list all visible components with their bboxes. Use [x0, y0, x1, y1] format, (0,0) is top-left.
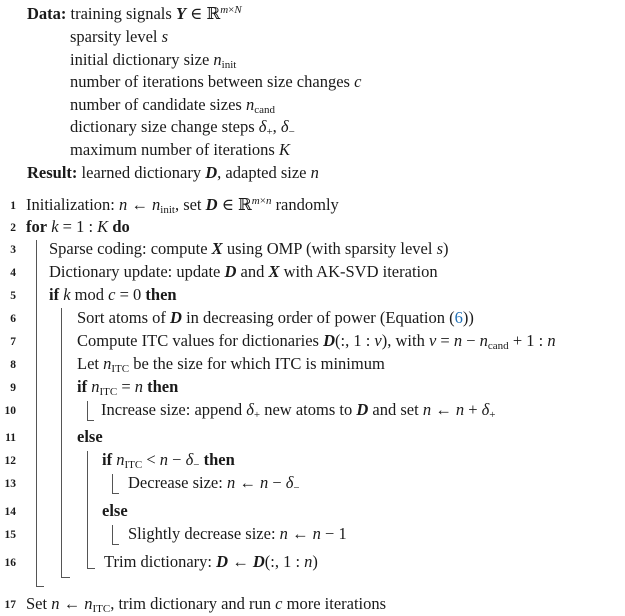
line-number-1: 1 [10, 200, 16, 212]
data-line-5: dictionary size change steps $\delta_+$, $\delta_-$ [70, 117, 295, 138]
inner-else-block-bar [112, 525, 113, 545]
step-12: if $n_{ITC} < n - \delta_-$ then [102, 450, 235, 471]
line-number-11: 11 [5, 432, 16, 444]
line-number-9: 9 [10, 382, 16, 394]
line-number-17: 17 [4, 599, 16, 611]
equation-reference-link[interactable]: 6 [454, 308, 463, 327]
step-14: else [102, 501, 128, 520]
step-15: Slightly decrease size: n ← n − 1 [128, 524, 347, 543]
step-6: Sort atoms of D in decreasing order of power (Equation (6)) [77, 308, 474, 327]
step-9: if $n_{ITC} = n$ then [77, 377, 179, 398]
line-number-12: 12 [4, 455, 16, 467]
step-10: Increase size: append $\delta_+$ new atoms to D and set n ← $n + \delta_+$ [101, 400, 496, 421]
step-3: Sparse coding: compute X using OMP (with sparsity level s) [49, 239, 449, 258]
line-number-7: 7 [10, 336, 16, 348]
step-5: if k mod c = 0 then [49, 285, 177, 304]
line-number-6: 6 [10, 313, 16, 325]
if-lt-block-end [112, 493, 119, 494]
if-lt-block-bar [112, 474, 113, 494]
step-16: Trim dictionary: D ← D(:, 1 : n) [104, 552, 318, 571]
for-block-bar [36, 240, 37, 587]
if-mod-block-end [61, 577, 70, 578]
line-number-3: 3 [10, 244, 16, 256]
step-4: Dictionary update: update D and X with AK-SVD iteration [49, 262, 438, 281]
data-label: Data: [27, 4, 67, 23]
else-block-bar [87, 451, 88, 569]
if-eq-block-end [87, 420, 94, 421]
if-eq-block-bar [87, 401, 88, 421]
for-block-end [36, 586, 44, 587]
data-line-4: number of candidate sizes $n_{cand}$ [70, 95, 275, 116]
else-block-end [87, 568, 95, 569]
data-line-2: initial dictionary size $n_{init}$ [70, 50, 237, 71]
data-line-1: sparsity level s [70, 27, 169, 46]
step-2: for k = 1 : K do [26, 217, 130, 236]
if-mod-block-bar [61, 308, 62, 578]
result-line: Result: learned dictionary D, adapted size n [27, 163, 319, 182]
line-number-15: 15 [4, 529, 16, 541]
line-number-4: 4 [10, 267, 16, 279]
inner-else-block-end [112, 544, 119, 545]
data-line-3: number of iterations between size changes c [70, 72, 362, 91]
line-number-14: 14 [4, 506, 16, 518]
step-8: Let $n_{ITC}$ be the size for which ITC is minimum [77, 354, 385, 375]
step-11: else [77, 427, 103, 446]
line-number-2: 2 [10, 222, 16, 234]
line-number-5: 5 [10, 290, 16, 302]
result-label: Result: [27, 163, 78, 182]
line-number-13: 13 [4, 478, 16, 490]
step-7: Compute ITC values for dictionaries D(:, 1 : ν), with $\nu = n - n_{cand} + 1$ : n [77, 331, 556, 352]
line-number-16: 16 [4, 557, 16, 569]
step-1: Initialization: n ← $n_{init}$, set D ∈ ℝ$^{m\times n}$ randomly [26, 195, 339, 216]
data-line-6: maximum number of iterations K [70, 140, 290, 159]
line-number-10: 10 [4, 405, 16, 417]
step-13: Decrease size: n ← $n - \delta_-$ [128, 473, 300, 494]
line-number-8: 8 [10, 359, 16, 371]
data-line-0: Data: training signals Y ∈ ℝ$^{m\times N}$ [27, 4, 242, 23]
step-17: Set n ← $n_{ITC}$, trim dictionary and run c more iterations [26, 594, 387, 615]
